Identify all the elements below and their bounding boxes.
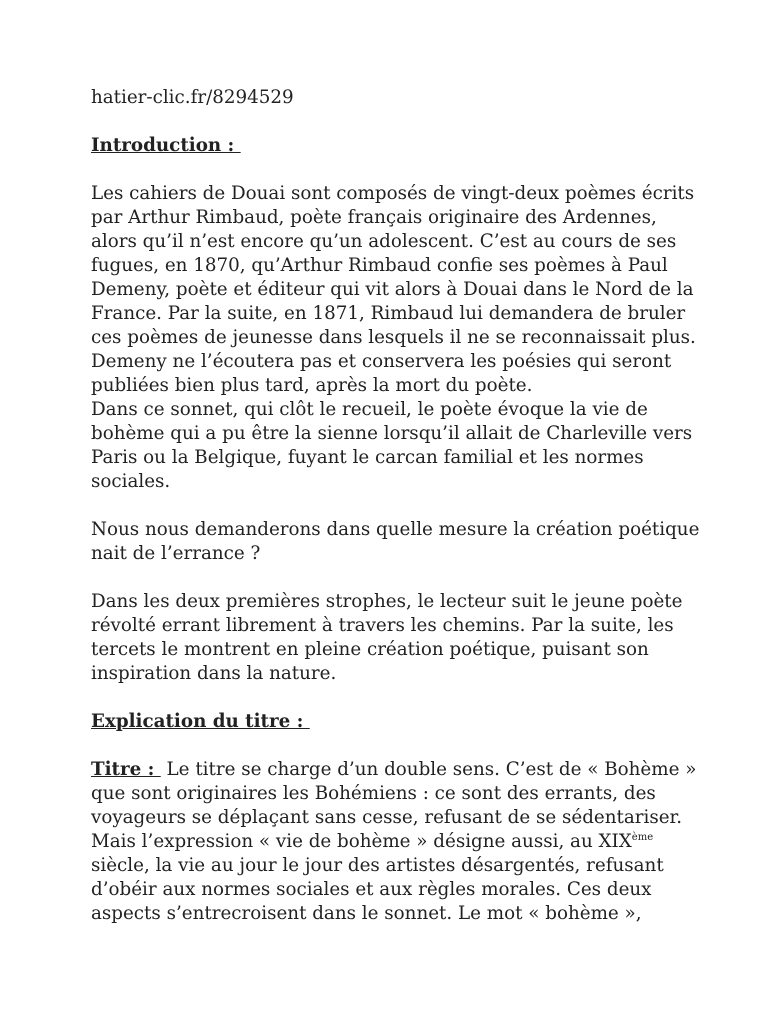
source-url: hatier-clic.fr/8294529 [91,87,294,108]
spacer [91,158,691,182]
text-line: Dans les deux premières strophes, le lecteur suit le jeune poète [91,591,683,612]
spacer [91,494,691,518]
spacer [91,734,691,758]
text-line: ces poèmes de jeunesse dans lesquels il ne se reconnaissait plus. [91,327,696,348]
text-line: que sont originaires les Bohémiens : ce sont des errants, des [91,783,656,804]
text-line: Demeny ne l’écoutera pas et conservera les poésies qui seront [91,351,672,372]
text-line: France. Par la suite, en 1871, Rimbaud lui demandera de bruler [91,303,686,324]
introduction-heading: Introduction : [91,135,241,156]
explication-heading-line [91,710,691,734]
introduction-paragraph [91,182,696,398]
text-line: inspiration dans la nature. [91,663,337,684]
text-line: Dans ce sonnet, qui clôt le recueil, le poète évoque la vie de [91,399,648,420]
text-line: tercets le montrent en pleine création poétique, puisant son [91,639,649,660]
text-line: siècle, la vie au jour le jour des artistes désargentés, refusant [91,855,664,876]
text-line: aspects s’entrecroisent dans le sonnet. Le mot « bohème », [91,903,642,924]
titre-text: Le titre se charge d’un double sens. C’est de « Bohème » [160,759,697,780]
text-line: Nous nous demanderons dans quelle mesure la création poétique [91,519,700,540]
text-line: Demeny, poète et éditeur qui vit alors à Douai dans le Nord de la [91,279,694,300]
text-line: révolté errant librement à travers les chemins. Par la suite, les [91,615,674,636]
spacer [91,110,691,134]
titre-paragraph [91,758,697,926]
text-line [91,758,697,782]
superscript: ème [631,832,654,843]
text-line [91,830,691,854]
text-line: nait de l’errance ? [91,543,261,564]
text-segment: Mais l’expression « vie de bohème » désigne aussi, au XIX [91,831,632,852]
spacer [91,566,691,590]
text-line: Les cahiers de Douai sont composés de vingt-deux poèmes écrits [91,183,695,204]
text-line: sociales. [91,471,171,492]
problematique-paragraph [91,518,700,566]
plan-paragraph [91,590,691,686]
text-line: par Arthur Rimbaud, poète français originaire des Ardennes, [91,207,657,228]
text-line: bohème qui a pu être la sienne lorsqu’il allait de Charleville vers [91,423,693,444]
text-line: Paris ou la Belgique, fuyant le carcan familial et les normes [91,447,644,468]
text-line: d’obéir aux normes sociales et aux règles morales. Ces deux [91,879,652,900]
text-line: voyageurs se déplaçant sans cesse, refusant de se sédentariser. [91,807,683,828]
context-paragraph [91,398,691,494]
introduction-heading-line [91,134,691,158]
text-line: publiées bien plus tard, après la mort du poète. [91,375,533,396]
text-line: alors qu’il n’est encore qu’un adolescent. C’est au cours de ses [91,231,677,252]
titre-label: Titre : [91,759,161,780]
spacer [91,686,691,710]
document-page [91,86,700,926]
explication-heading: Explication du titre : [91,711,310,732]
text-line: fugues, en 1870, qu’Arthur Rimbaud confie ses poèmes à Paul [91,255,668,276]
